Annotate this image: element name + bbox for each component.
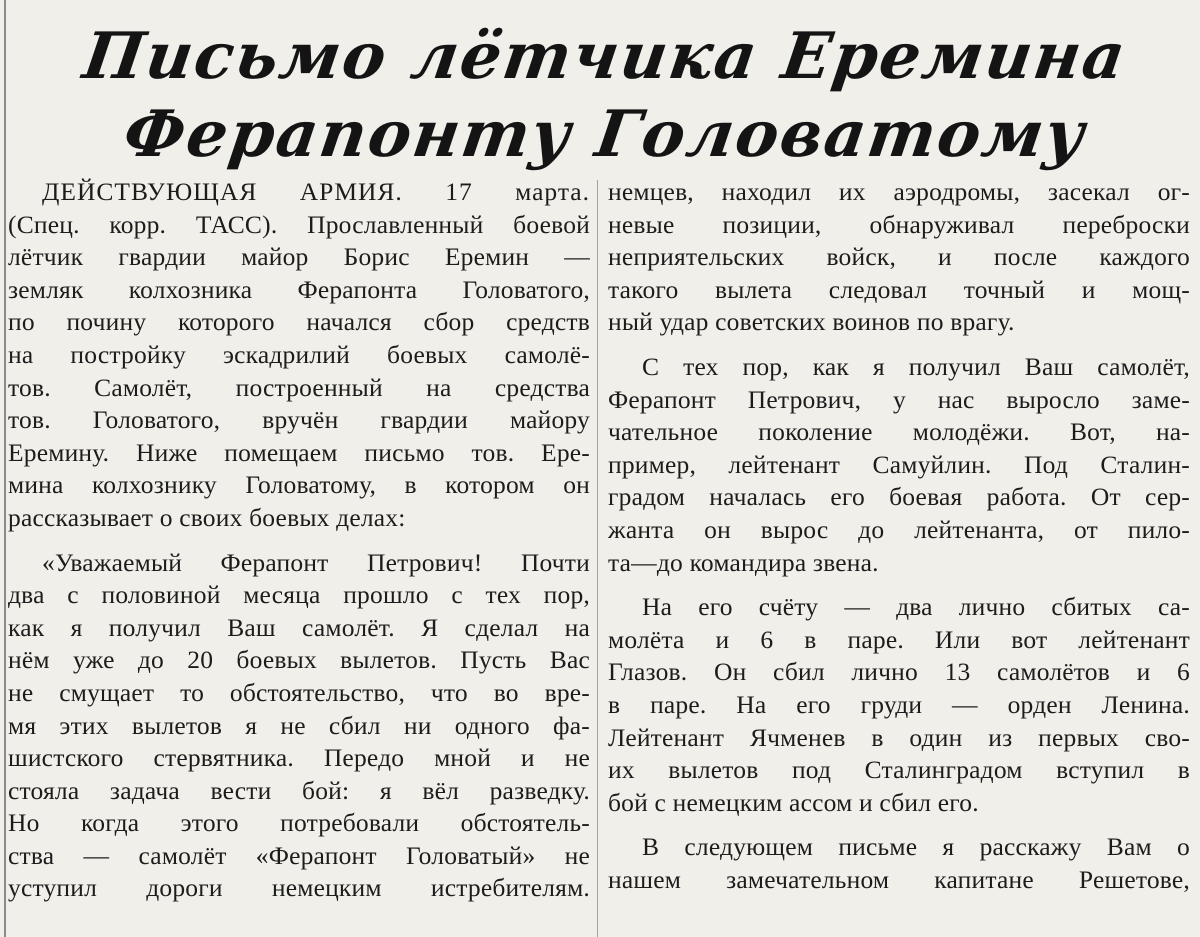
- text-line: нашем замечательном капитане Решетове,: [608, 864, 1190, 894]
- text-line: ДЕЙСТВУЮЩАЯ АРМИЯ. 17 марта.: [42, 177, 590, 206]
- text-line: как я получил Ваш самолёт. Я сделал на: [8, 612, 590, 642]
- text-line: в паре. На его груди — орден Ленина.: [608, 689, 1190, 719]
- text-line: лётчик гвардии майор Борис Еремин —: [8, 242, 590, 272]
- text-line: Лейтенант Ячменев в один из первых сво-: [608, 722, 1190, 752]
- text-line: градом началась его боевая работа. От сер-: [608, 482, 1190, 512]
- text-line: Но когда этого потребовали обстоятель-: [8, 808, 590, 838]
- text-line: мя этих вылетов я не сбил ни одного фа-: [8, 710, 590, 740]
- text-line: на постройку эскадрилий боевых самолё-: [8, 339, 590, 369]
- text-line: В следующем письме я расскажу Вам о: [642, 832, 1190, 862]
- headline-line-2: Ферапонту Головатому: [119, 97, 1091, 172]
- text-line: шистского стервятника. Передо мной и не: [8, 743, 590, 773]
- text-line: (Спец. корр. ТАСС). Прославленный боевой: [8, 209, 590, 239]
- text-line: На его счёту — два лично сбитых са-: [642, 592, 1190, 622]
- article-column-left: [8, 176, 590, 905]
- text-line: их вылетов под Сталинградом вступил в: [608, 755, 1190, 785]
- text-line: Еремину. Ниже помещаем письмо тов. Ере-: [8, 437, 590, 467]
- text-line: жанта он вырос до лейтенанта, от пило-: [608, 514, 1190, 544]
- text-line: та—до командира звена.: [608, 547, 879, 577]
- text-line: не смущает то обстоятельство, что во вре-: [8, 677, 590, 707]
- text-line: ства — самолёт «Ферапонт Головатый» не: [8, 840, 590, 870]
- text-line: бой с немецким ассом и сбил его.: [608, 787, 979, 817]
- text-line: два с половиной месяца прошло с тех пор,: [8, 580, 590, 610]
- text-line: С тех пор, как я получил Ваш самолёт,: [642, 351, 1190, 381]
- text-line: по почину которого начался сбор средств: [8, 307, 590, 337]
- text-line: такого вылета следовал точный и мощ-: [608, 274, 1190, 304]
- text-line: немцев, находил их аэродромы, засекал ог-: [608, 177, 1190, 206]
- text-line: невые позиции, обнаруживал переброски: [608, 209, 1190, 239]
- text-line: пример, лейтенант Самуйлин. Под Сталин-: [608, 449, 1190, 479]
- text-line: уступил дороги немецким истребителям.: [8, 873, 590, 903]
- text-line: молёта и 6 в паре. Или вот лейтенант: [608, 624, 1190, 654]
- text-line: стояла задача вести бой: я вёл разведку.: [8, 775, 590, 805]
- text-line: чательное поколение молодёжи. Вот, на-: [608, 417, 1190, 447]
- text-line: тов. Самолёт, построенный на средства: [8, 372, 590, 402]
- text-line: Ферапонт Петрович, у нас выросло заме-: [608, 384, 1190, 414]
- text-line: ный удар советских воинов по врагу.: [608, 307, 1015, 337]
- headline-line-1: Письмо лётчика Еремина: [78, 19, 1132, 94]
- article-headline: [40, 18, 1170, 174]
- page-edge-rule: [4, 0, 6, 937]
- text-line: тов. Головатого, вручён гвардии майору: [8, 405, 590, 435]
- text-line: мина колхознику Головатому, в котором он: [8, 470, 590, 500]
- column-divider: [597, 180, 598, 937]
- text-line: земляк колхозника Ферапонта Головатого,: [8, 274, 590, 304]
- article-column-right: [608, 176, 1190, 896]
- text-line: неприятельских войск, и после каждого: [608, 242, 1190, 272]
- text-line: нём уже до 20 боевых вылетов. Пусть Вас: [8, 645, 590, 675]
- text-line: рассказывает о своих боевых делах:: [8, 502, 406, 532]
- text-line: Глазов. Он сбил лично 13 самолётов и 6: [608, 657, 1190, 687]
- text-line: «Уважаемый Ферапонт Петрович! Почти: [42, 547, 590, 577]
